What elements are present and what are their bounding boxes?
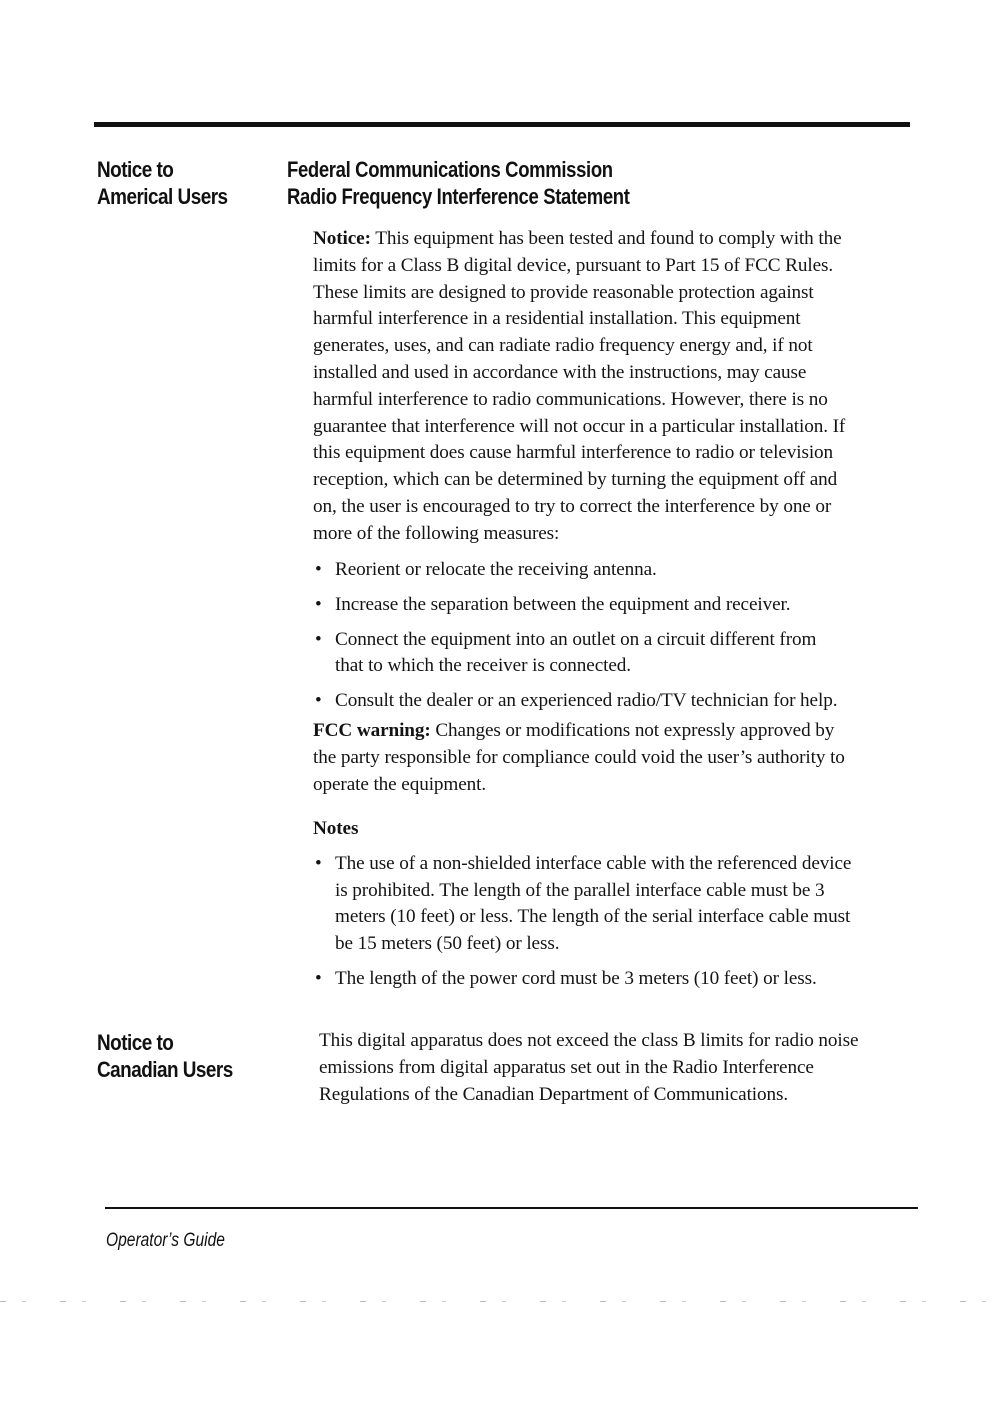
notes-section bbox=[313, 816, 913, 993]
scan-edge-artifact bbox=[0, 1301, 993, 1302]
canadian-line: Regulations of the Canadian Department of Communications. bbox=[319, 1083, 789, 1105]
canadian-side-heading bbox=[97, 1029, 233, 1083]
measure-text: Reorient or relocate the receiving antenna. bbox=[335, 559, 657, 580]
bullet-icon: • bbox=[315, 559, 322, 580]
canadian-side-heading-line-2: Canadian Users bbox=[97, 1057, 233, 1082]
notice-line: on, the user is encouraged to try to correct the interference by one or bbox=[313, 495, 832, 517]
american-side-heading-line-2: Americal Users bbox=[97, 184, 228, 209]
measure-text: that to which the receiver is connected. bbox=[335, 655, 631, 677]
notes-list bbox=[313, 851, 913, 993]
notice-line: generates, uses, and can radiate radio frequency energy and, if not bbox=[313, 335, 813, 357]
note-text: The use of a non-shielded interface cable with the referenced device bbox=[335, 852, 852, 874]
notice-line: guarantee that interference will not occur in a particular installation. If bbox=[313, 415, 846, 437]
fcc-section-title bbox=[287, 156, 630, 210]
bullet-icon: • bbox=[315, 628, 322, 650]
note-text: be 15 meters (50 feet) or less. bbox=[335, 933, 560, 955]
notice-line: limits for a Class B digital device, pursuant to Part 15 of FCC Rules. bbox=[313, 254, 834, 276]
fcc-title-line-1: Federal Communications Commission bbox=[287, 157, 613, 182]
note-item bbox=[313, 966, 913, 993]
measures-list-container bbox=[313, 557, 913, 715]
bullet-icon: • bbox=[315, 967, 322, 989]
fcc-notice-paragraph bbox=[313, 226, 913, 548]
notice-line: more of the following measures: bbox=[313, 522, 560, 544]
measure-item bbox=[313, 688, 913, 715]
top-rule bbox=[94, 122, 910, 127]
bullet-icon: • bbox=[315, 593, 322, 615]
notice-line: harmful interference to radio communications. However, there is no bbox=[313, 388, 828, 410]
notice-line: This equipment has been tested and found to comply with the bbox=[370, 228, 842, 249]
notes-heading: Notes bbox=[313, 818, 359, 839]
notice-label: Notice: bbox=[313, 228, 371, 249]
canadian-notice-paragraph bbox=[319, 1028, 919, 1108]
american-side-heading-line-1: Notice to bbox=[97, 157, 174, 182]
notice-line: reception, which can be determined by turning the equipment off and bbox=[313, 469, 838, 491]
american-side-heading bbox=[97, 156, 228, 210]
warning-line: operate the equipment. bbox=[313, 773, 487, 795]
fcc-warning-label: FCC warning: bbox=[313, 720, 431, 741]
canadian-side-heading-line-1: Notice to bbox=[97, 1030, 174, 1055]
notice-line: These limits are designed to provide reasonable protection against bbox=[313, 281, 814, 303]
note-item bbox=[313, 851, 913, 958]
footer-guide-title: Operator’s Guide bbox=[106, 1230, 225, 1251]
canadian-line: This digital apparatus does not exceed the class B limits for radio noise bbox=[319, 1030, 859, 1051]
measure-text: Consult the dealer or an experienced radio/TV technician for help. bbox=[335, 690, 838, 712]
measure-text: Increase the separation between the equipment and receiver. bbox=[335, 593, 791, 615]
note-text: The length of the power cord must be 3 meters (10 feet) or less. bbox=[335, 967, 817, 989]
note-text: is prohibited. The length of the parallel interface cable must be 3 bbox=[335, 879, 825, 901]
measure-item bbox=[313, 557, 913, 584]
notice-line: installed and used in accordance with the instructions, may cause bbox=[313, 361, 807, 383]
bottom-rule bbox=[105, 1207, 918, 1209]
notice-line: harmful interference in a residential installation. This equipment bbox=[313, 308, 801, 330]
fcc-title-line-2: Radio Frequency Interference Statement bbox=[287, 184, 630, 209]
measure-item bbox=[313, 592, 913, 619]
warning-line: Changes or modifications not expressly approved by bbox=[430, 720, 835, 741]
notice-line: this equipment does cause harmful interference to radio or television bbox=[313, 442, 834, 464]
bullet-icon: • bbox=[315, 690, 322, 712]
measure-text: Connect the equipment into an outlet on a circuit different from bbox=[335, 628, 817, 650]
warning-line: the party responsible for compliance could void the user’s authority to bbox=[313, 746, 845, 768]
note-text: meters (10 feet) or less. The length of the serial interface cable must bbox=[335, 906, 851, 928]
bullet-icon: • bbox=[315, 852, 322, 874]
measures-list bbox=[313, 557, 913, 715]
measure-item bbox=[313, 627, 913, 681]
fcc-warning-paragraph bbox=[313, 718, 913, 798]
canadian-line: emissions from digital apparatus set out in the Radio Interference bbox=[319, 1056, 814, 1078]
